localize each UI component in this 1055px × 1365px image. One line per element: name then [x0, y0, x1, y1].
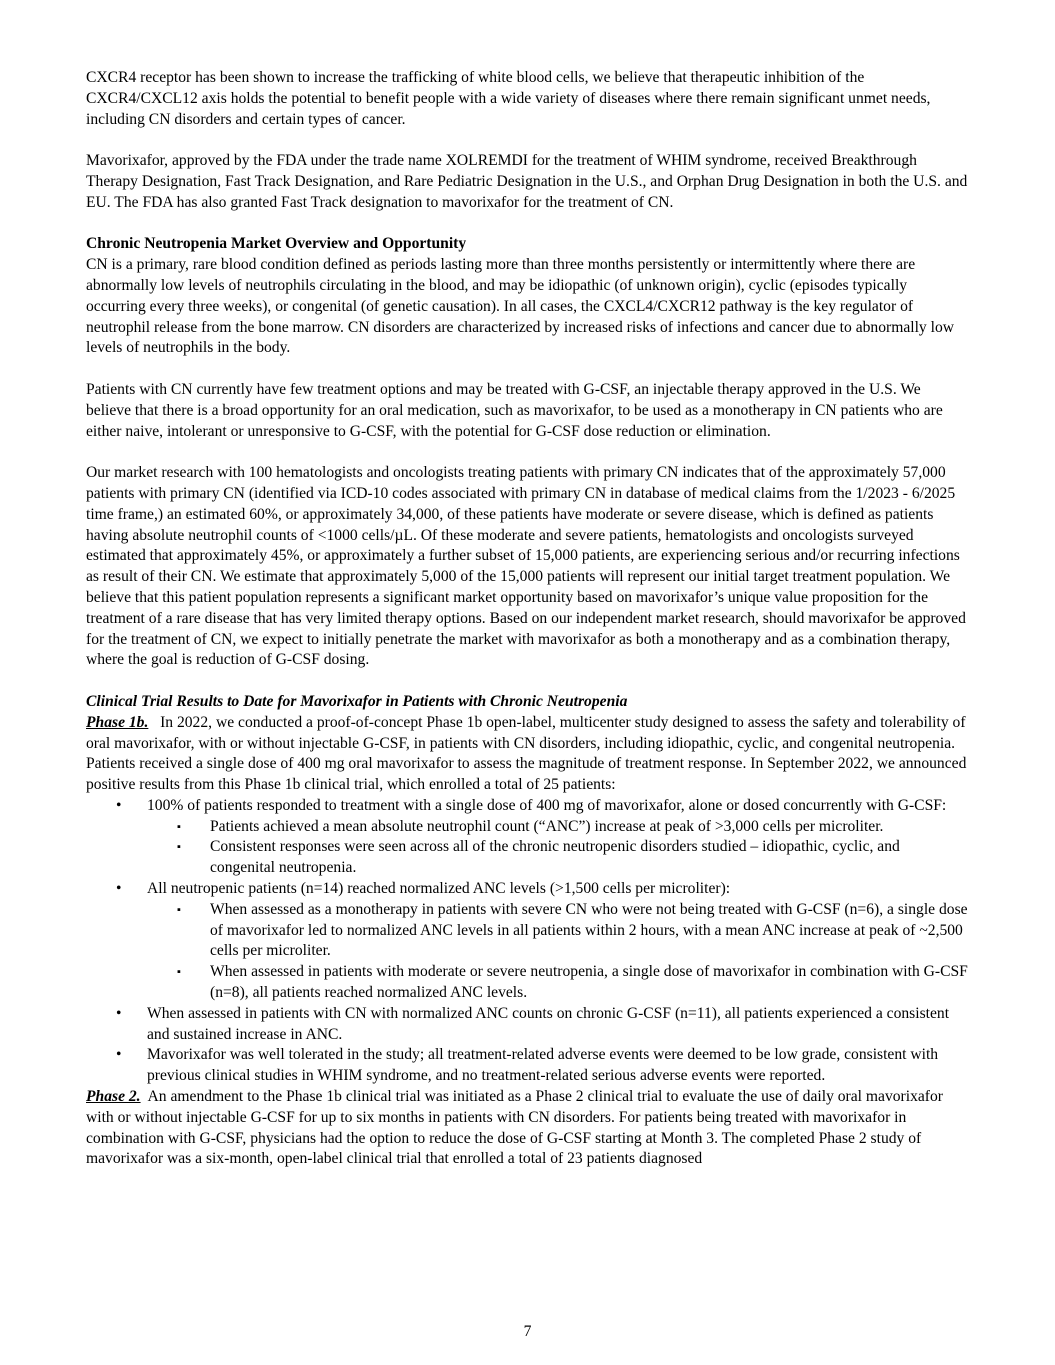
list-item — [86, 1045, 968, 1087]
sub-list — [147, 817, 968, 879]
sub-list-item — [147, 962, 968, 1004]
phase2-paragraph — [86, 1087, 968, 1170]
intro-paragraph-2: Mavorixafor, approved by the FDA under the trade name XOLREMDI for the treatment of WHIM syndrome, received Breakthrough Therapy Designation, Fast Track Designation, and Rare Pediatric Designation in the U.S., and Orphan Drug Designation in both the U.S. and EU. The FDA has also granted Fast Track designation to mavorixafor for the treatment of CN. — [86, 152, 968, 211]
square-bullet-icon: ▪ — [177, 841, 181, 854]
sub-list-item-text: Consistent responses were seen across all of the chronic neutropenic disorders studied – idiopathic, cyclic, and congenital neutropenia. — [210, 838, 900, 877]
clinical-heading: Clinical Trial Results to Date for Mavorixafor in Patients with Chronic Neutropenia — [86, 692, 628, 710]
list-item — [86, 796, 968, 879]
intro-paragraph-1: CXCR4 receptor has been shown to increase the trafficking of white blood cells, we believe that therapeutic inhibition of the CXCR4/CXCL12 axis holds the potential to benefit people with a wide variety of diseases where there remain significant unmet needs, including CN disorders and certain types of cancer. — [86, 69, 931, 128]
market-paragraph-3: Our market research with 100 hematologists and oncologists treating patients with primary CN indicates that of the approximately 57,000 patients with primary CN (identified via ICD-10 codes associated with primary CN in database of medical claims from the 1/2023 - 6/2025 time frame,) an estimated 60%, or approximately 34,000, of these patients have moderate or severe disease, which is defined as patients having absolute neutrophil counts of <1000 cells/µL. Of these moderate and severe patients, hematologists and oncologists surveyed estimated that approximately 45%, or approximately a further subset of 15,000 patients, are experiencing serious and/or recurring infections as result of their CN. We estimate that approximately 5,000 of the 15,000 patients will represent our initial target treatment population. We believe that this patient population represents a significant market opportunity based on mavorixafor’s unique value proposition for the treatment of a rare disease that has very limited therapy options. Based on our independent market research, should mavorixafor be approved for the treatment of CN, we expect to initially penetrate the market with mavorixafor as both a monotherapy and as a combination therapy, where the goal is reduction of G-CSF dosing. — [86, 464, 966, 669]
bullet-icon: • — [116, 1004, 122, 1022]
phase1b-results-list — [86, 796, 968, 1087]
list-item-text: Mavorixafor was well tolerated in the study; all treatment-related adverse events were deemed to be low grade, consistent with previous clinical studies in WHIM syndrome, and no treatment-related serious adverse events were reported. — [147, 1046, 939, 1085]
bullet-icon: • — [116, 796, 122, 814]
bullet-icon: • — [116, 1046, 122, 1064]
square-bullet-icon: ▪ — [177, 966, 181, 979]
page-number: 7 — [523, 1323, 532, 1340]
square-bullet-icon: ▪ — [177, 903, 181, 916]
market-paragraph-1: CN is a primary, rare blood condition defined as periods lasting more than three months persistently or intermittently where there are abnormally low levels of neutrophils circulating in the blood, and may be idiopathic (of unknown origin), cyclic (episodes typically occurring every three weeks), or congenital (of genetic causation). In all cases, the CXCL4/CXCR12 pathway is the key regulator of neutrophil release from the bone marrow. CN disorders are characterized by increased risks of infections and cancer due to abnormally low levels of neutrophils in the body. — [86, 256, 955, 357]
sub-list-item — [147, 837, 968, 879]
market-section — [86, 234, 968, 671]
sub-list — [147, 900, 968, 1004]
sub-list-item-text: When assessed as a monotherapy in patients with severe CN who were not being treated with G-CSF (n=6), a single dose of mavorixafor led to normalized ANC levels in all patients within 2 hours, with a mean ANC increase at peak of ~2,500 cells per microliter. — [210, 900, 968, 960]
document-page — [86, 68, 968, 1170]
phase1b-label: Phase 1b. — [86, 713, 149, 731]
list-item-text: All neutropenic patients (n=14) reached normalized ANC levels (>1,500 cells per microliter): — [147, 880, 731, 898]
list-item — [86, 1004, 968, 1046]
bullet-icon: • — [116, 880, 122, 898]
square-bullet-icon: ▪ — [177, 820, 181, 833]
list-item-text: When assessed in patients with CN with normalized ANC counts on chronic G-CSF (n=11), all patients experienced a consistent and sustained increase in ANC. — [147, 1004, 950, 1043]
list-item-text: 100% of patients responded to treatment with a single dose of 400 mg of mavorixafor, alone or dosed concurrently with G-CSF: — [147, 796, 947, 814]
sub-list-item-text: Patients achieved a mean absolute neutrophil count (“ANC”) increase at peak of >3,000 cells per microliter. — [210, 817, 884, 835]
sub-list-item — [147, 900, 968, 962]
market-paragraph-2: Patients with CN currently have few treatment options and may be treated with G-CSF, an injectable therapy approved in the U.S. We believe that there is a broad opportunity for an oral medication, such as mavorixafor, to be used as a monotherapy in CN patients who are either naive, intolerant or unresponsive to G-CSF, with the potential for G-CSF dose reduction or elimination. — [86, 380, 943, 440]
sub-list-item-text: When assessed in patients with moderate or severe neutropenia, a single dose of mavorixafor in combination with G-CSF (n=8), all patients reached normalized ANC levels. — [210, 963, 968, 1002]
market-heading: Chronic Neutropenia Market Overview and Opportunity — [86, 235, 467, 253]
phase1b-paragraph — [86, 713, 968, 796]
phase1b-text: In 2022, we conducted a proof-of-concept Phase 1b open-label, multicenter study designed to assess the safety and tolerability of oral mavorixafor, with or without injectable G-CSF, in patients with CN disorders, including idiopathic, cyclic, and congenital neutropenia. Patients received a single dose of 400 mg oral mavorixafor to assess the magnitude of treatment response. In September 2022, we announced positive results from this Phase 1b clinical trial, which enrolled a total of 25 patients: — [86, 713, 967, 794]
sub-list-item — [147, 817, 968, 838]
clinical-section — [86, 692, 968, 1170]
list-item — [86, 879, 968, 1004]
phase2-label: Phase 2. — [86, 1088, 141, 1106]
phase2-text: An amendment to the Phase 1b clinical trial was initiated as a Phase 2 clinical trial to evaluate the use of daily oral mavorixafor with or without injectable G-CSF for up to six months in patients with CN disorders. For patients being treated with mavorixafor in combination with G-CSF, physicians had the option to reduce the dose of G-CSF starting at Month 3. The completed Phase 2 study of mavorixafor was a six-month, open-label clinical trial that enrolled a total of 23 patients diagnosed — [86, 1088, 943, 1168]
